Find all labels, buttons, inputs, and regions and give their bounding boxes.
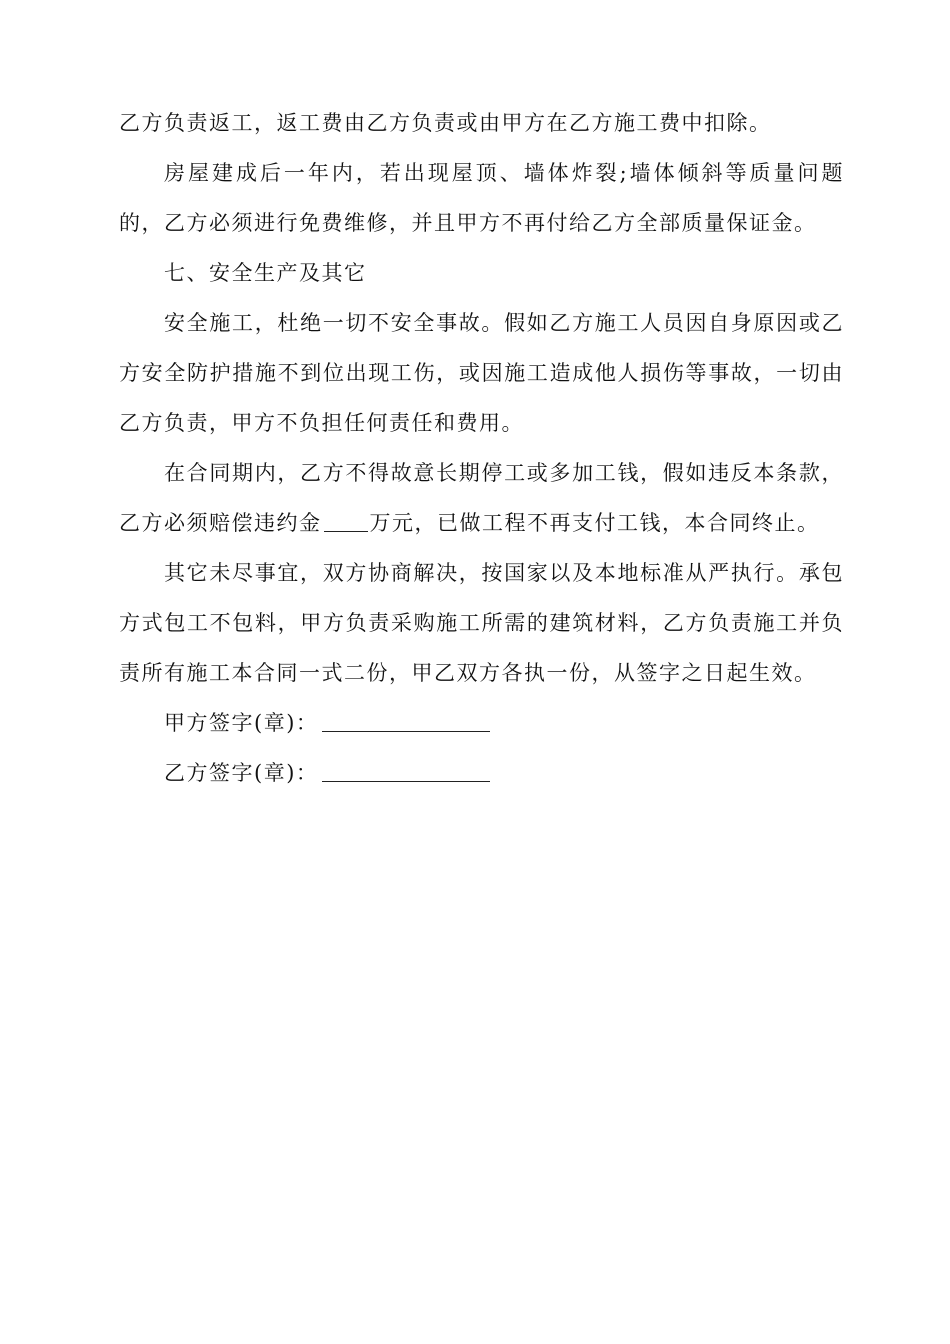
section-heading-safety: 七、安全生产及其它 <box>164 261 367 285</box>
signature-line-party-a <box>119 698 844 748</box>
signature-label-party-a: 甲方签字(章)： <box>164 711 319 735</box>
signature-blank-party-b <box>322 759 490 782</box>
contract-period-text-after: 万元，已做工程不再支付工钱，本合同终止。 <box>369 511 820 535</box>
paragraph-quality-warranty: 房屋建成后一年内，若出现屋顶、墙体炸裂;墙体倾斜等质量问题的，乙方必须进行免费维修，并且甲方不再付给乙方全部质量保证金。 <box>119 161 844 235</box>
paragraph-other-matters: 其它未尽事宜，双方协商解决，按国家以及本地标准从严执行。承包方式包工不包料，甲方负责采购施工所需的建筑材料，乙方负责施工并负责所有施工本合同一式二份，甲乙双方各执一份，从签字之日起生效。 <box>119 561 844 685</box>
signature-label-party-b: 乙方签字(章)： <box>164 761 319 785</box>
paragraph-rework-cost: 乙方负责返工，返工费由乙方负责或由甲方在乙方施工费中扣除。 <box>119 111 772 135</box>
document-body <box>119 98 844 798</box>
paragraph-contract-period <box>119 448 844 548</box>
penalty-amount-blank <box>324 511 368 532</box>
contract-period-text-before: 在合同期内，乙方不得故意长期停工或多加工钱，假如违反本条款，乙方必须赔偿违约金 <box>119 461 844 535</box>
paragraph-safe-construction: 安全施工，杜绝一切不安全事故。假如乙方施工人员因自身原因或乙方安全防护措施不到位出现工伤，或因施工造成他人损伤等事故，一切由乙方负责，甲方不负担任何责任和费用。 <box>119 311 844 435</box>
signature-blank-party-a <box>322 709 490 732</box>
signature-line-party-b <box>119 748 844 798</box>
